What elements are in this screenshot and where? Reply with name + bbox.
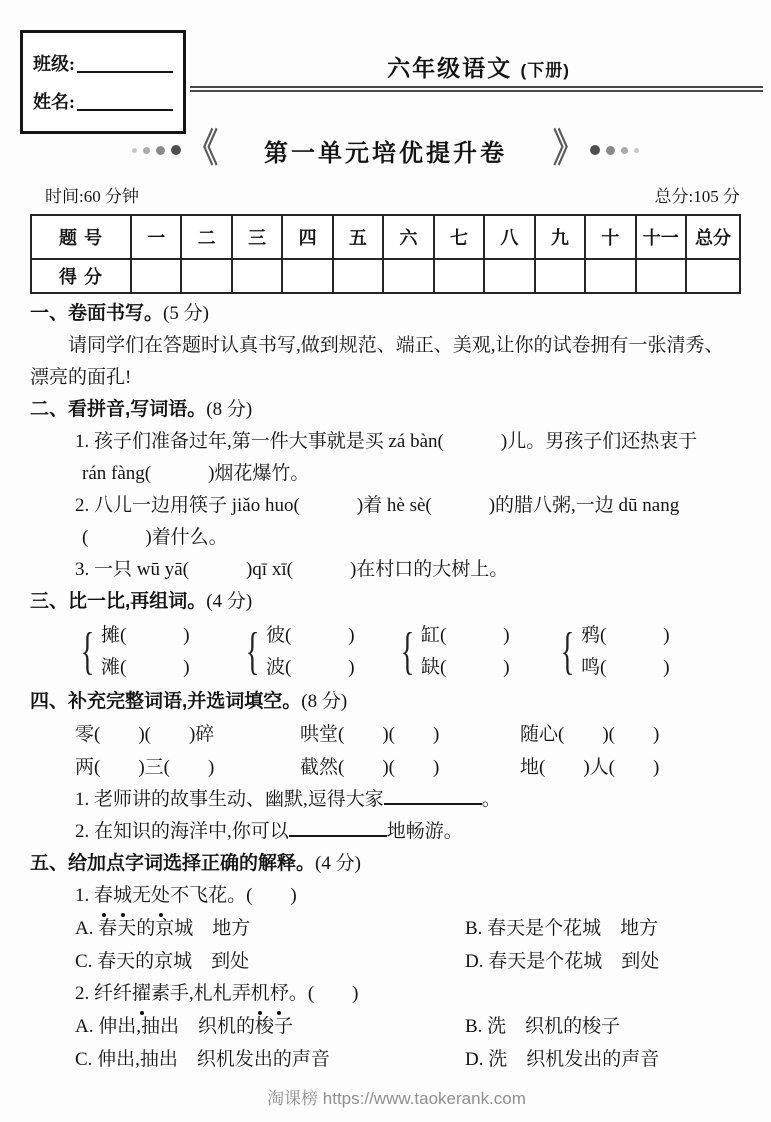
instruction-line: 漂亮的面孔! bbox=[30, 367, 132, 388]
compare-line bbox=[266, 620, 355, 652]
site-footer bbox=[30, 1084, 763, 1109]
compare-col bbox=[581, 620, 670, 684]
options-grid bbox=[30, 1010, 763, 1076]
compare-group bbox=[240, 620, 395, 684]
exam-title-band bbox=[0, 126, 771, 174]
stem-segment: 2. 纤纤 bbox=[75, 983, 133, 1004]
question-stem bbox=[30, 880, 763, 912]
compare-char: 缸 bbox=[420, 625, 440, 646]
question-line bbox=[30, 784, 763, 816]
section-points: (8 分) bbox=[301, 691, 348, 712]
option-item: B. 春天是个花城 地方 bbox=[465, 918, 659, 939]
dot-icon bbox=[606, 146, 615, 155]
answer-parens: ( ) bbox=[284, 657, 355, 678]
options-grid bbox=[30, 912, 763, 978]
option-item: C. 伸出,抽出 织机发出的声音 bbox=[75, 1049, 330, 1070]
score-cell bbox=[181, 259, 231, 293]
compare-char: 滩 bbox=[100, 657, 120, 678]
option-item: D. 春天是个花城 到处 bbox=[465, 951, 660, 972]
brace-icon: { bbox=[400, 623, 415, 680]
total-score-label: 总分:105 分 bbox=[654, 187, 740, 206]
question-line: 2. 八儿一边用筷子 jiǎo huo( )着 hè sè( )的腊八粥,一边 dū nang bbox=[75, 495, 680, 516]
section-heading bbox=[30, 394, 763, 426]
score-cell bbox=[535, 259, 585, 293]
dot-icon bbox=[590, 145, 600, 155]
score-cell bbox=[383, 259, 433, 293]
compare-line bbox=[101, 652, 190, 684]
dot-icon bbox=[621, 147, 628, 154]
score-cell bbox=[434, 259, 484, 293]
idiom-item: 随心( )( ) bbox=[520, 724, 660, 745]
option-item: D. 洗 织机发出的声音 bbox=[465, 1049, 660, 1070]
qnum-header-cell: 十一 bbox=[636, 215, 686, 259]
question-text: 1. 老师讲的故事生动、幽默,逗得大家 bbox=[75, 789, 384, 810]
section-heading bbox=[30, 848, 763, 880]
dot-icon bbox=[132, 148, 137, 153]
write-blank bbox=[289, 819, 387, 837]
qnum-header-cell: 十 bbox=[585, 215, 635, 259]
double-rule bbox=[190, 86, 763, 92]
name-write-line bbox=[77, 109, 173, 111]
name-row bbox=[33, 88, 173, 114]
stem-segment: 无 bbox=[132, 885, 152, 906]
stem-segment: 素手,札札弄 bbox=[151, 983, 251, 1004]
section-heading-text: 三、比一比,再组词。 bbox=[30, 591, 207, 612]
section-heading-text: 五、给加点字词选择正确的解释。 bbox=[30, 853, 316, 874]
score-cell bbox=[686, 259, 740, 293]
option-item: C. 春天的京城 到处 bbox=[75, 951, 250, 972]
answer-parens: ( ) bbox=[119, 657, 190, 678]
score-cell bbox=[484, 259, 534, 293]
score-cell bbox=[333, 259, 383, 293]
section-points: (8 分) bbox=[206, 399, 253, 420]
compare-char: 摊 bbox=[100, 625, 120, 646]
answer-parens: ( ) bbox=[599, 657, 670, 678]
compare-line bbox=[581, 620, 670, 652]
score-cell bbox=[131, 259, 181, 293]
decorative-dots-right bbox=[587, 145, 642, 155]
class-row bbox=[33, 50, 173, 76]
answer-parens: ( ) bbox=[284, 625, 355, 646]
write-blank bbox=[384, 787, 482, 805]
exam-body bbox=[30, 298, 763, 1109]
qnum-header-cell: 二 bbox=[181, 215, 231, 259]
score-table-header-row bbox=[31, 215, 740, 259]
qnum-header-cell: 总分 bbox=[686, 215, 740, 259]
section-4 bbox=[30, 686, 763, 848]
meta-row bbox=[45, 182, 740, 207]
instruction-line: 请同学们在答题时认真书写,做到规范、端正、美观,让你的试卷拥有一张清秀、 bbox=[68, 335, 724, 356]
score-cell bbox=[636, 259, 686, 293]
compare-line bbox=[101, 620, 190, 652]
qnum-header-cell: 三 bbox=[232, 215, 282, 259]
compare-char: 波 bbox=[265, 657, 285, 678]
stem-segment: 不飞花。( ) bbox=[170, 885, 297, 906]
section-heading-text: 四、补充完整词语,并选词填空。 bbox=[30, 691, 302, 712]
answer-parens: ( ) bbox=[439, 657, 510, 678]
decorative-bracket-left-icon: 《 bbox=[188, 127, 218, 171]
compare-group bbox=[395, 620, 555, 684]
section-heading-text: 二、看拼音,写词语。 bbox=[30, 399, 207, 420]
compare-line bbox=[421, 620, 510, 652]
answer-parens: ( ) bbox=[439, 625, 510, 646]
score-table bbox=[30, 214, 741, 294]
question-line: rán fàng( )烟花爆竹。 bbox=[82, 463, 310, 484]
class-write-line bbox=[77, 71, 173, 73]
compare-line bbox=[581, 652, 670, 684]
qnum-header-cell: 一 bbox=[131, 215, 181, 259]
qnum-header-cell: 八 bbox=[484, 215, 534, 259]
compare-group bbox=[75, 620, 240, 684]
brace-icon: { bbox=[245, 623, 260, 680]
compare-char: 鸦 bbox=[580, 625, 600, 646]
option-item: A. 伸出,抽出 织机的梭子 bbox=[75, 1016, 293, 1037]
answer-parens: ( ) bbox=[599, 625, 670, 646]
brace-icon: { bbox=[80, 623, 95, 680]
question-text: 地畅游。 bbox=[386, 821, 463, 842]
dot-icon bbox=[143, 147, 150, 154]
compare-line bbox=[266, 652, 355, 684]
section-5 bbox=[30, 848, 763, 1076]
idiom-item: 截然( )( ) bbox=[300, 757, 440, 778]
question-text: 。 bbox=[481, 789, 501, 810]
masthead-title bbox=[186, 50, 771, 83]
stem-segment-emphasized: 杼 bbox=[270, 978, 289, 1010]
idiom-item: 零( )( )碎 bbox=[75, 724, 215, 745]
section-heading bbox=[30, 586, 763, 618]
compare-words-row bbox=[30, 620, 763, 684]
question-text: 2. 在知识的海洋中,你可以 bbox=[75, 821, 289, 842]
idiom-row bbox=[30, 718, 763, 751]
compare-group bbox=[555, 620, 670, 684]
stem-segment-emphasized: 机 bbox=[251, 978, 270, 1010]
dot-icon bbox=[156, 146, 165, 155]
exam-title: 第一单元培优提升卷 bbox=[264, 139, 507, 167]
compare-col bbox=[101, 620, 190, 684]
section-1 bbox=[30, 298, 763, 394]
idiom-item: 地( )人( ) bbox=[520, 757, 660, 778]
qnum-header-cell: 九 bbox=[535, 215, 585, 259]
score-table-score-row bbox=[31, 259, 740, 293]
dot-icon bbox=[634, 148, 639, 153]
dot-icon bbox=[171, 145, 181, 155]
stem-segment-emphasized: 擢 bbox=[132, 978, 151, 1010]
question-number-label: 题 号 bbox=[31, 215, 131, 259]
student-info-box bbox=[20, 30, 186, 134]
decorative-bracket-right-icon: 》 bbox=[553, 127, 583, 171]
question-line: ( )着什么。 bbox=[82, 527, 228, 548]
question-line bbox=[30, 816, 763, 848]
section-2 bbox=[30, 394, 763, 586]
question-stem bbox=[30, 978, 763, 1010]
idiom-item: 哄堂( )( ) bbox=[300, 724, 440, 745]
answer-parens: ( ) bbox=[119, 625, 190, 646]
qnum-header-cell: 五 bbox=[333, 215, 383, 259]
score-cell bbox=[585, 259, 635, 293]
question-line: 1. 孩子们准备过年,第一件大事就是买 zá bàn( )儿。男孩子们还热衷于 bbox=[75, 431, 698, 452]
qnum-header-cell: 四 bbox=[282, 215, 332, 259]
stem-segment-emphasized: 城 bbox=[113, 880, 132, 912]
footer-text: 淘课榜 https://www.taokerank.com bbox=[267, 1089, 526, 1108]
section-points: (4 分) bbox=[206, 591, 253, 612]
idiom-item: 两( )三( ) bbox=[75, 757, 215, 778]
compare-col bbox=[421, 620, 510, 684]
question-line: 3. 一只 wū yā( )qī xī( )在村口的大树上。 bbox=[75, 559, 509, 580]
section-3 bbox=[30, 586, 763, 684]
book-title: 六年级语文 bbox=[387, 55, 513, 81]
section-points: (5 分) bbox=[163, 303, 209, 324]
qnum-header-cell: 六 bbox=[383, 215, 433, 259]
score-cell bbox=[232, 259, 282, 293]
brace-icon: { bbox=[560, 623, 575, 680]
section-heading bbox=[30, 686, 763, 718]
score-label: 得 分 bbox=[31, 259, 131, 293]
volume-label: (下册) bbox=[520, 61, 570, 80]
option-item: B. 洗 织机的梭子 bbox=[465, 1016, 621, 1037]
stem-segment: 1. bbox=[75, 885, 94, 906]
section-heading-text: 一、卷面书写。 bbox=[30, 303, 164, 324]
class-label: 班级: bbox=[33, 54, 75, 75]
compare-col bbox=[266, 620, 355, 684]
compare-line bbox=[421, 652, 510, 684]
compare-char: 鸣 bbox=[580, 657, 600, 678]
score-cell bbox=[282, 259, 332, 293]
qnum-header-cell: 七 bbox=[434, 215, 484, 259]
compare-char: 彼 bbox=[265, 625, 285, 646]
option-item: A. 春天的京城 地方 bbox=[75, 918, 251, 939]
section-heading bbox=[30, 298, 763, 330]
section-points: (4 分) bbox=[315, 853, 361, 874]
name-label: 姓名: bbox=[33, 91, 75, 112]
decorative-dots-left bbox=[129, 145, 184, 155]
compare-char: 缺 bbox=[420, 657, 440, 678]
stem-segment-emphasized: 春 bbox=[94, 880, 113, 912]
stem-segment: 。( ) bbox=[288, 983, 359, 1004]
idiom-row bbox=[30, 751, 763, 784]
stem-segment-emphasized: 处 bbox=[151, 880, 170, 912]
time-label: 时间:60 分钟 bbox=[45, 187, 139, 206]
